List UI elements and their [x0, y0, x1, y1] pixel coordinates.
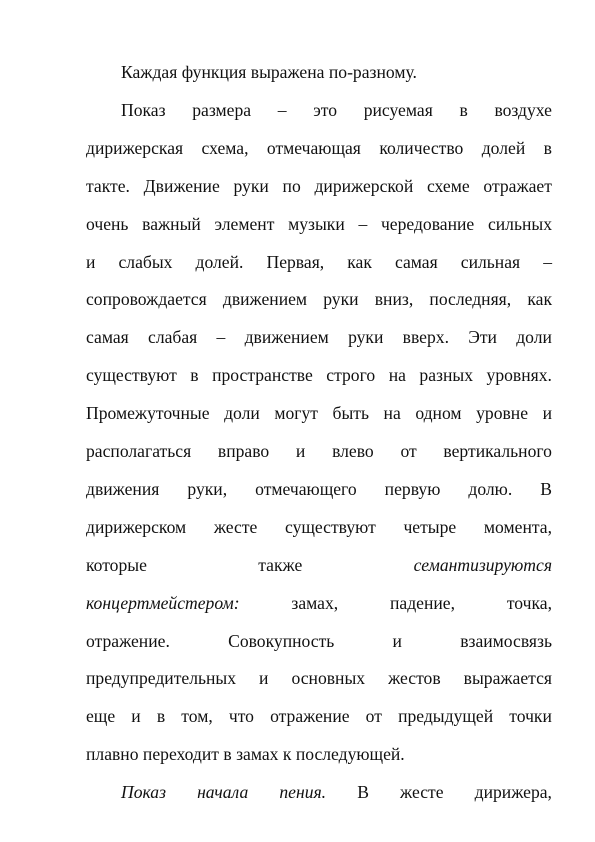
word: руки	[233, 175, 269, 196]
word: уровнях.	[486, 365, 552, 386]
word: как	[347, 251, 372, 272]
word: еще	[86, 706, 116, 727]
word: слабых	[118, 251, 173, 272]
word: Показ	[121, 99, 166, 120]
word: –	[543, 251, 552, 272]
word: и	[392, 630, 402, 651]
word: в	[543, 137, 552, 158]
word: отмечающего	[255, 478, 357, 499]
word: жестов	[388, 668, 441, 689]
word: Первая,	[266, 251, 325, 272]
word: замах,	[291, 592, 339, 613]
word: в	[190, 365, 199, 386]
word: пения.	[279, 782, 327, 803]
word: последняя,	[429, 289, 512, 310]
word: вверх.	[402, 327, 449, 348]
word: движением	[222, 289, 308, 310]
word: начала	[197, 782, 249, 803]
word: выражается	[463, 668, 552, 689]
word: пространстве	[212, 365, 313, 386]
text-line	[86, 584, 552, 622]
word: том,	[181, 706, 213, 727]
word: –	[277, 99, 287, 120]
word: Совокупность	[228, 630, 335, 651]
word: вправо	[217, 441, 270, 461]
text-line	[86, 546, 552, 584]
word: В	[357, 782, 369, 803]
word: это	[313, 99, 338, 120]
word: движением	[244, 327, 329, 348]
word: дирижерская	[86, 137, 184, 158]
word: руки	[348, 327, 384, 348]
word: концертмейстером:	[86, 592, 240, 613]
word: первую	[384, 478, 441, 499]
word: чередование	[380, 213, 475, 234]
word: на	[383, 403, 401, 424]
word: и	[86, 251, 96, 272]
word: Эти	[468, 327, 497, 348]
text-line	[86, 356, 552, 394]
word: руки	[323, 289, 359, 310]
text-line	[86, 394, 552, 432]
word: и	[542, 403, 552, 424]
text-line	[86, 167, 552, 205]
word: располагаться	[86, 441, 192, 461]
word: руки,	[187, 478, 228, 499]
word: воздухе	[494, 99, 552, 120]
word: предыдущей	[398, 706, 494, 727]
text-line	[86, 622, 552, 660]
word: от	[400, 441, 417, 461]
word: строго	[326, 365, 376, 386]
word: долей	[481, 137, 526, 158]
word: Промежуточные	[86, 403, 210, 424]
word: от	[365, 706, 382, 727]
text-line	[86, 243, 552, 281]
word: дирижера,	[474, 782, 552, 803]
word: Показ	[121, 782, 166, 803]
word: количество	[379, 137, 464, 158]
word: рисуемая	[363, 99, 433, 120]
word: жесте	[400, 782, 444, 803]
word: четыре	[403, 516, 457, 537]
word: существуют	[86, 365, 177, 386]
word: могут	[274, 403, 318, 424]
word: как	[527, 289, 552, 310]
word: жесте	[213, 516, 258, 537]
word: плавно переходит в замах к последующей.	[86, 744, 405, 765]
text-line	[86, 129, 552, 167]
word: самая	[394, 251, 438, 272]
word: сопровождается	[86, 289, 207, 310]
word: слабая	[148, 327, 198, 348]
word: Движение	[143, 175, 220, 196]
word: очень	[86, 213, 129, 234]
word: точки	[509, 706, 552, 727]
word: предупредительных	[86, 668, 237, 689]
word: элемент	[214, 213, 275, 234]
word: дирижерской	[314, 175, 414, 196]
word: и	[131, 706, 141, 727]
word: существуют	[285, 516, 376, 537]
text-line	[86, 280, 552, 318]
text-line	[86, 205, 552, 243]
word: Каждая функция выражена по-разному.	[121, 62, 417, 82]
word: вниз,	[374, 289, 414, 310]
text-line	[86, 470, 552, 508]
word: долей.	[195, 251, 244, 272]
word: дирижерском	[86, 516, 187, 537]
word: отмечающая	[266, 137, 361, 158]
word: на	[388, 365, 406, 386]
word: точка,	[506, 592, 552, 613]
text-line	[86, 697, 552, 735]
word: –	[358, 213, 368, 234]
word: схема,	[201, 137, 249, 158]
text-line	[86, 508, 552, 546]
word: разных	[419, 365, 474, 386]
word: самая	[86, 327, 129, 348]
word: быть	[332, 403, 370, 424]
word: момента,	[483, 516, 552, 537]
word: отражение.	[86, 630, 170, 651]
word: в	[156, 706, 166, 727]
text-line	[86, 735, 552, 773]
text-line	[86, 659, 552, 697]
text-line	[86, 318, 552, 356]
word: В	[540, 478, 552, 499]
text-line	[121, 53, 552, 91]
word: что	[228, 706, 254, 727]
word: важный	[142, 213, 201, 234]
word: вертикального	[443, 441, 552, 461]
text-line	[86, 432, 552, 470]
word: одном	[415, 403, 462, 424]
word: и	[259, 668, 269, 689]
text-line	[121, 91, 552, 129]
word: основных	[291, 668, 366, 689]
word: влево	[332, 441, 374, 461]
word: падение,	[389, 592, 456, 613]
word: доли	[224, 403, 260, 424]
word: и	[295, 441, 306, 461]
word: –	[216, 327, 226, 348]
word: схеме	[426, 175, 470, 196]
word: также	[258, 554, 303, 575]
word: сильных	[487, 213, 552, 234]
word: уровне	[476, 403, 529, 424]
word: такте.	[86, 175, 130, 196]
word: доли	[516, 327, 552, 348]
word: размера	[192, 99, 252, 120]
word: отражение	[270, 706, 350, 727]
word: отражает	[483, 175, 552, 196]
word: взаимосвязь	[460, 630, 552, 651]
word: сильная	[460, 251, 521, 272]
text-line	[121, 773, 552, 811]
word: по	[282, 175, 301, 196]
word: семантизируются	[413, 554, 552, 575]
word: в	[459, 99, 468, 120]
word: которые	[86, 554, 147, 575]
word: музыки	[288, 213, 345, 234]
word: долю.	[468, 478, 513, 499]
word: движения	[86, 478, 160, 499]
